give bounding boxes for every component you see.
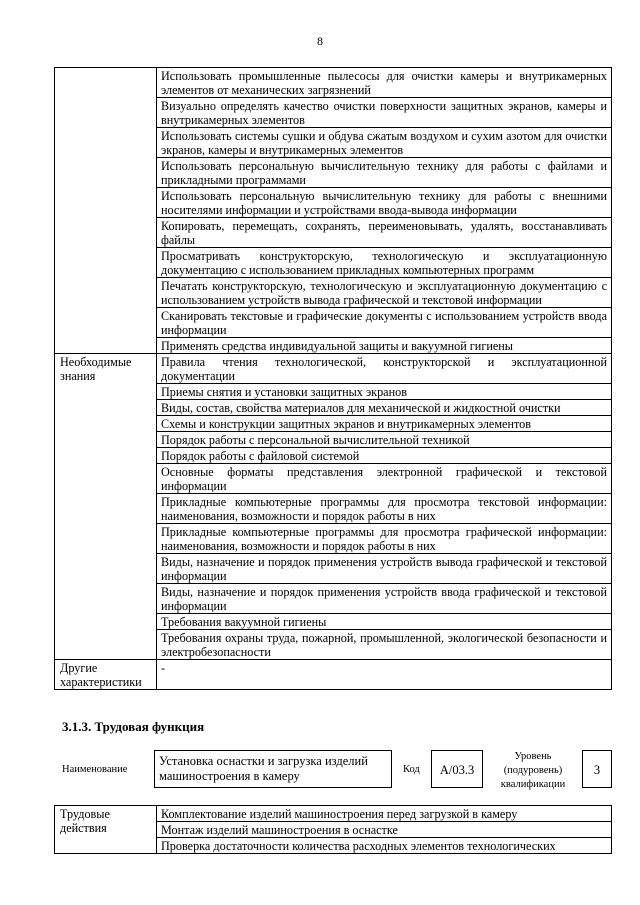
skill-item: Копировать, перемещать, сохранять, переименовывать, удалять, восстанавливать файлы xyxy=(157,218,612,248)
knowledge-item: Схемы и конструкции защитных экранов и внутрикамерных элементов xyxy=(157,416,612,432)
level-label: Уровень (подуровень) квалификации xyxy=(500,751,566,790)
table-row xyxy=(55,68,612,98)
skill-item: Использовать системы сушки и обдува сжатым воздухом и сухим азотом для очистки экранов, камеры и внутрикамерных элементов xyxy=(157,128,612,158)
section-title: 3.1.3. Трудовая функция xyxy=(62,719,205,734)
knowledge-item: Требования вакуумной гигиены xyxy=(157,614,612,630)
skill-item: Сканировать текстовые и графические документы с использованием устройств ввода информации xyxy=(157,308,612,338)
table-row xyxy=(55,660,612,690)
skills-knowledge-table xyxy=(54,67,612,690)
skill-item: Печатать конструкторскую, технологическую и эксплуатационную документацию с использованием устройств вывода графической и текстовой информации xyxy=(157,278,612,308)
skill-item: Просматривать конструкторскую, технологическую и эксплуатационную документацию с использованием прикладных компьютерных программ xyxy=(157,248,612,278)
function-code-box: A/03.3 xyxy=(431,750,483,788)
row-label xyxy=(55,68,157,354)
skill-item: Визуально определять качество очистки поверхности защитных экранов, камеры и внутрикамерных элементов xyxy=(157,98,612,128)
knowledge-item: Приемы снятия и установки защитных экранов xyxy=(157,384,612,400)
page-number: 8 xyxy=(317,34,323,48)
knowledge-item: Прикладные компьютерные программы для просмотра графической информации: наименования, возможности и порядок работы в них xyxy=(157,524,612,554)
action-item: Монтаж изделий машиностроения в оснастке xyxy=(157,822,612,838)
knowledge-item: Прикладные компьютерные программы для просмотра текстовой информации: наименования, возможности и порядок работы в них xyxy=(157,494,612,524)
labor-function-header xyxy=(0,744,640,794)
other-characteristics-value: - xyxy=(157,660,612,690)
row-label: Другие характеристики xyxy=(55,660,157,690)
knowledge-item: Виды, состав, свойства материалов для механической и жидкостной очистки xyxy=(157,400,612,416)
knowledge-item: Правила чтения технологической, конструкторской и эксплуатационной документации xyxy=(157,354,612,384)
action-item: Комплектование изделий машиностроения перед загрузкой в камеру xyxy=(157,806,612,822)
knowledge-item: Порядок работы с персональной вычислительной техникой xyxy=(157,432,612,448)
knowledge-item: Основные форматы представления электронной графической и текстовой информации xyxy=(157,464,612,494)
table-row xyxy=(55,354,612,384)
table-row xyxy=(55,806,612,822)
level-box: 3 xyxy=(582,750,612,788)
code-label: Код xyxy=(403,764,420,775)
row-label: Необходимые знания xyxy=(55,354,157,660)
function-name-box: Установка оснастки и загрузка изделий машиностроения в камеру xyxy=(154,750,392,788)
skill-item: Использовать персональную вычислительную технику для работы с файлами и прикладными программами xyxy=(157,158,612,188)
skill-item: Применять средства индивидуальной защиты и вакуумной гигиены xyxy=(157,338,612,354)
skill-item: Использовать промышленные пылесосы для очистки камеры и внутрикамерных элементов от механических загрязнений xyxy=(157,68,612,98)
knowledge-item: Порядок работы с файловой системой xyxy=(157,448,612,464)
knowledge-item: Требования охраны труда, пожарной, промышленной, экологической безопасности и электробезопасности xyxy=(157,630,612,660)
labor-actions-table xyxy=(54,805,612,854)
row-label: Трудовые действия xyxy=(55,806,157,854)
knowledge-item: Виды, назначение и порядок применения устройств ввода графической и текстовой информации xyxy=(157,584,612,614)
action-item: Проверка достаточности количества расходных элементов технологических xyxy=(157,838,612,854)
skill-item: Использовать персональную вычислительную технику для работы с внешними носителями информации и устройствами ввода-вывода информации xyxy=(157,188,612,218)
knowledge-item: Виды, назначение и порядок применения устройств вывода графической и текстовой информации xyxy=(157,554,612,584)
name-label: Наименование xyxy=(62,764,128,775)
